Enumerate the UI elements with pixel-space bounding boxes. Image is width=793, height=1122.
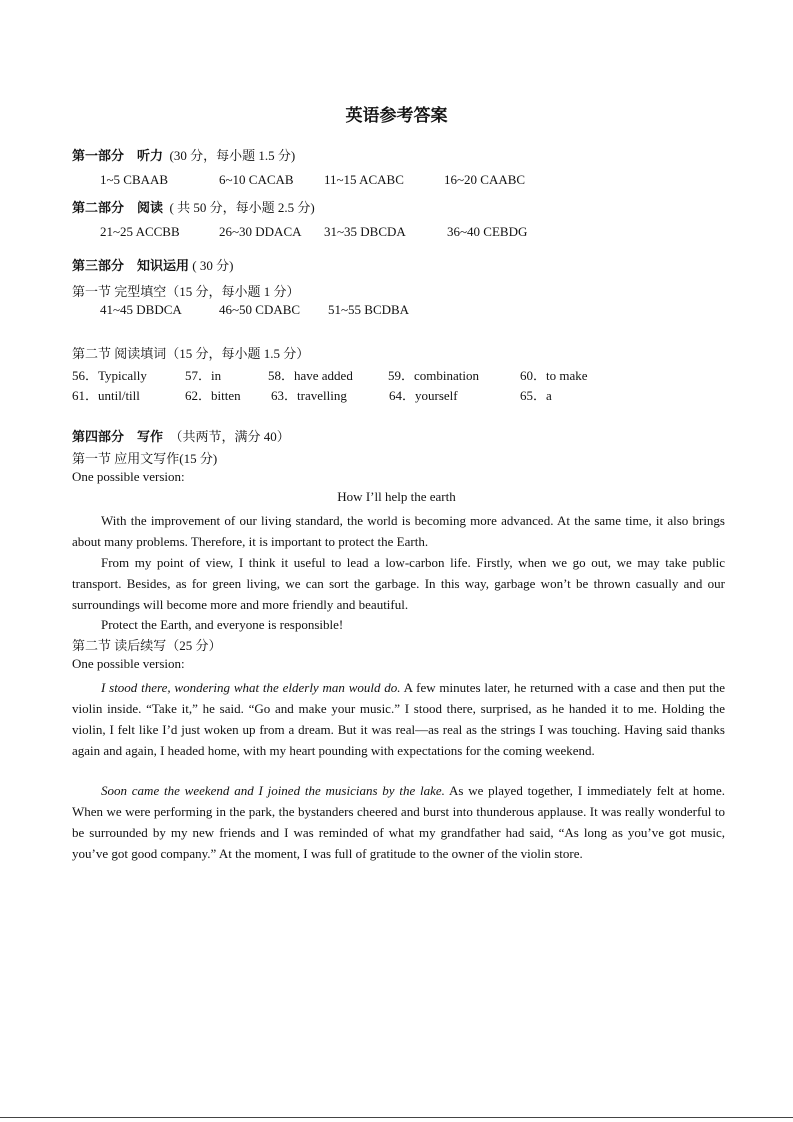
essay-paragraph: With the improvement of our living standard, the world is becoming more advanced. At the same time, it also brings about many problems. Therefore, it is important to protect the Earth. — [72, 513, 725, 549]
answer-group: 26~30 DDACA — [219, 224, 302, 239]
part3-section1-heading: 第一节 完型填空（15 分，每小题 1 分） — [72, 284, 300, 299]
part3-heading — [72, 255, 233, 274]
fill-answer: 62．bitten — [185, 388, 241, 403]
page-bottom-rule — [0, 1117, 793, 1118]
part3-label: 第三部分 — [72, 258, 125, 273]
given-opening-sentence: I stood there, wondering what the elderly man would do. — [101, 680, 401, 695]
part1-heading — [72, 145, 295, 164]
continuation-paragraph — [72, 780, 725, 864]
part2-heading — [72, 197, 315, 216]
part1-label: 第一部分 — [72, 148, 125, 163]
fill-answer: 65．a — [520, 388, 552, 403]
continuation-paragraph — [72, 677, 725, 761]
fill-answer: 59．combination — [388, 368, 479, 383]
part1-name: 听力 — [137, 148, 164, 163]
answer-group: 36~40 CEBDG — [447, 224, 528, 239]
part4-section2-heading: 第二节 读后续写（25 分） — [72, 638, 222, 653]
part4-name: 写作 — [137, 429, 164, 444]
answer-group: 11~15 ACABC — [324, 172, 404, 187]
part3-section2-heading: 第二节 阅读填词（15 分，每小题 1.5 分） — [72, 346, 310, 361]
part2-note: ( 共 50 分，每小题 2.5 分) — [169, 200, 315, 215]
fill-answer: 63．travelling — [271, 388, 347, 403]
fill-answer: 60．to make — [520, 368, 588, 383]
paragraph-body: As we played together, I immediately felt at home. When we were performing in the park, the bystanders cheered and burst into thunderous applause. It was really wonderful to be surrounded by my new friends and I was reminded of what my grandfather had said, “As long as you’ve got music, you’ve got good company.” At the moment, I was full of gratitude to the owner of the violin store. — [72, 783, 725, 861]
essay-title: How I’ll help the earth — [337, 489, 456, 504]
part4-label: 第四部分 — [72, 429, 125, 444]
part1-note: (30 分，每小题 1.5 分) — [169, 148, 296, 163]
page-title: 英语参考答案 — [345, 106, 448, 125]
answer-group: 16~20 CAABC — [444, 172, 526, 187]
answer-group: 6~10 CACAB — [219, 172, 294, 187]
part3-name: 知识运用 — [137, 258, 190, 273]
part4-section1-heading: 第一节 应用文写作(15 分) — [72, 451, 218, 466]
essay-paragraph: From my point of view, I think it useful to lead a low-carbon life. Firstly, when we go out, we may take public transport. Besides, as for green living, we can sort the garbage. In this way, garbage won’t be thrown casually and our surroundings will become more and more friendly and beautiful. — [72, 555, 725, 612]
part4-heading — [72, 426, 290, 445]
part2-name: 阅读 — [137, 200, 164, 215]
sample-intro: One possible version: — [72, 469, 185, 484]
essay-paragraph: Protect the Earth, and everyone is responsible! — [101, 617, 344, 632]
fill-answer: 64．yourself — [389, 388, 458, 403]
answer-group: 31~35 DBCDA — [324, 224, 406, 239]
answer-group: 21~25 ACCBB — [100, 224, 180, 239]
answer-group: 46~50 CDABC — [219, 302, 301, 317]
fill-answer: 56．Typically — [72, 368, 147, 383]
given-opening-sentence: Soon came the weekend and I joined the musicians by the lake. — [101, 783, 445, 798]
answer-group: 51~55 BCDBA — [328, 302, 410, 317]
fill-answer: 58．have added — [268, 368, 353, 383]
paragraph-body: A few minutes later, he returned with a case and then put the violin inside. “Take it,” he said. “Go and make your music.” I stood there, surprised, as he handed it to me. Holding the violin, I felt like I’d just woken up from a dream. But it was real—as real as the strings I was touching. Having said thanks again and again, I headed home, with my heart pounding with expectations for the coming weekend. — [72, 680, 725, 758]
fill-answer: 61．until/till — [72, 388, 140, 403]
part4-note: （共两节，满分 40） — [169, 429, 290, 444]
part2-label: 第二部分 — [72, 200, 125, 215]
answer-group: 1~5 CBAAB — [100, 172, 169, 187]
fill-answer: 57．in — [185, 368, 222, 383]
part3-note: ( 30 分) — [192, 258, 234, 273]
answer-group: 41~45 DBDCA — [100, 302, 182, 317]
sample-intro: One possible version: — [72, 656, 185, 671]
